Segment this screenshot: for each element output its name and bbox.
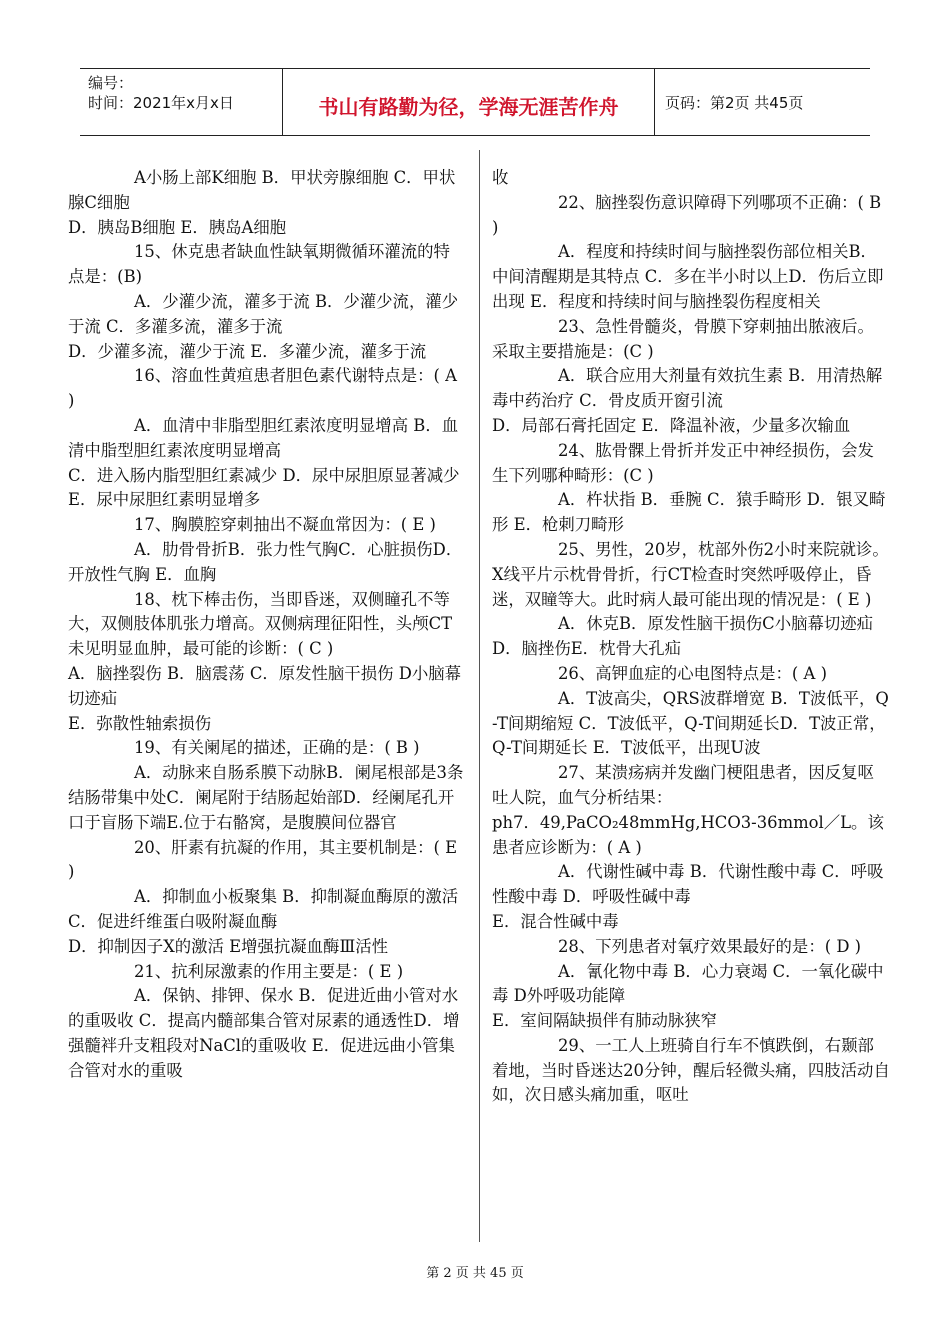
text-paragraph: 23、急性骨髓炎，骨膜下穿刺抽出脓液后。采取主要措施是：(C ) xyxy=(492,316,874,361)
text-paragraph: A．动脉来自肠系膜下动脉B．阑尾根部是3条结肠带集中处C．阑尾附于结肠起始部D．经阑尾孔开口于盲肠下端E.位于右骼窝，是腹膜间位器官 xyxy=(68,763,464,832)
text-paragraph: D．胰岛B细胞 E．胰岛A细胞 xyxy=(68,217,287,237)
text-paragraph: D．抑制因子X的激活 E增强抗凝血酶Ⅲ活性 xyxy=(68,936,389,956)
right-column xyxy=(492,166,890,1108)
text-paragraph: A．T波高尖，QRS波群增宽 B．T波低平，Q-T间期缩短 C．T波低平，Q-T间期延长D．T波正常，Q-T间期延长 E．T波低平，出现U波 xyxy=(492,688,889,758)
text-paragraph: 15、休克患者缺血性缺氧期微循环灌流的特点是：(B) xyxy=(68,242,450,287)
page-header xyxy=(80,68,870,136)
text-paragraph: E．弥散性轴索损伤 xyxy=(68,713,212,733)
header-meta xyxy=(80,69,283,135)
text-paragraph: A．休克B．原发性脑干损伤C小脑幕切迹疝D．脑挫伤E．枕骨大孔疝 xyxy=(492,614,874,659)
text-paragraph: D．少灌多流，灌少于流 E．多灌少流，灌多于流 xyxy=(68,341,427,361)
left-column xyxy=(68,166,466,1083)
text-paragraph: A．少灌少流，灌多于流 B．少灌少流，灌少于流 C．多灌多流，灌多于流 xyxy=(68,291,459,336)
text-paragraph: 24、肱骨髁上骨折并发正中神经损伤，会发生下列哪种畸形：(C ) xyxy=(492,440,874,485)
text-paragraph: 27、某溃疡病并发幽门梗阻患者，因反复呕吐人院，血气分析结果： xyxy=(492,763,874,807)
text-paragraph: A小肠上部K细胞 B．甲状旁腺细胞 C．甲状腺C细胞 xyxy=(68,168,456,212)
text-paragraph: E．混合性碱中毒 xyxy=(492,911,619,931)
text-paragraph: 20、肝素有抗凝的作用，其主要机制是：( E ) xyxy=(68,837,458,882)
text-paragraph: D．局部石膏托固定 E．降温补液，少量多次输血 xyxy=(492,415,851,435)
text-paragraph: 25、男性，20岁，枕部外伤2小时来院就诊。X线平片示枕骨骨折，行CT检查时突然呼吸停止，昏迷，双瞳等大。此时病人最可能出现的情况是：( E ) xyxy=(492,539,889,609)
header-page: 页码：第2页 共45页 xyxy=(665,93,804,112)
text-paragraph: A．氰化物中毒 B．心力衰竭 C．一氧化碳中毒 D外呼吸功能障 xyxy=(492,961,884,1006)
text-paragraph: A．脑挫裂伤 B．脑震荡 C．原发性脑干损伤 D小脑幕切迹疝 xyxy=(68,663,462,708)
text-paragraph: A．血清中非脂型胆红素浓度明显增高 B．血清中脂型胆红素浓度明显增高 xyxy=(68,415,459,460)
text-paragraph: C．进入肠内脂型胆红素减少 D．尿中尿胆原显著减少 E．尿中尿胆红素明显增多 xyxy=(68,465,460,510)
text-paragraph: A．保钠、排钾、保水 B．促进近曲小管对水的重吸收 C．提高内髓部集合管对尿素的通透性D．增强髓袢升支粗段对NaCl的重吸收 E．促进远曲小管集合管对水的重吸 xyxy=(68,986,460,1080)
page-footer: 第 2 页 共 45 页 xyxy=(426,1266,524,1281)
text-paragraph: A．杵状指 B．垂腕 C．猿手畸形 D．银叉畸形 E．枪刺刀畸形 xyxy=(492,490,886,535)
text-paragraph: 29、一工人上班骑自行车不慎跌倒，右颞部着地，当时昏迷达20分钟，醒后轻微头痛，四肢活动自如，次日感头痛加重，呕吐 xyxy=(492,1035,890,1105)
text-paragraph: A．程度和持续时间与脑挫裂伤部位相关B．中间清醒期是其特点 C．多在半小时以上D．伤后立即出现 E．程度和持续时间与脑挫裂伤程度相关 xyxy=(492,242,884,311)
text-paragraph: 17、胸膜腔穿刺抽出不凝血常因为：( E ) xyxy=(134,515,436,535)
text-paragraph: A．抑制血小板聚集 B．抑制凝血酶原的激活 C．促进纤维蛋白吸附凝血酶 xyxy=(68,887,459,931)
text-paragraph: A．代谢性碱中毒 B．代谢性酸中毒 C．呼吸性酸中毒 D．呼吸性碱中毒 xyxy=(492,862,884,907)
text-paragraph: 22、脑挫裂伤意识障碍下列哪项不正确：( B ) xyxy=(492,192,882,237)
text-paragraph: 19、有关阑尾的描述，正确的是：( B ) xyxy=(134,738,420,758)
text-paragraph: 21、抗利尿激素的作用主要是：( E ) xyxy=(134,961,404,981)
column-divider xyxy=(479,150,480,1242)
text-paragraph: 18、枕下棒击伤，当即昏迷，双侧瞳孔不等大，双侧肢体肌张力增高。双侧病理征阳性，头颅CT未见明显血肿，最可能的诊断：( C ) xyxy=(68,589,453,659)
header-motto: 书山有路勤为径，学海无涯苦作舟 xyxy=(283,69,655,135)
text-paragraph: 收 xyxy=(492,168,509,187)
text-paragraph: 26、高钾血症的心电图特点是：( A ) xyxy=(558,663,827,683)
header-date: 时间：2021年x月x日 xyxy=(88,94,234,112)
text-paragraph: 28、下列患者对氧疗效果最好的是：( D ) xyxy=(558,936,862,956)
text-paragraph: A．联合应用大剂量有效抗生素 B．用清热解毒中药治疗 C．骨皮质开窗引流 xyxy=(492,366,883,411)
text-paragraph: A．肋骨骨折B．张力性气胸C．心脏损伤D．开放性气胸 E．血胸 xyxy=(68,539,463,584)
text-paragraph: ph7．49,PaCO₂48mmHg,HCO3-36mmol／L。该患者应诊断为：( A ) xyxy=(492,812,884,857)
header-number: 编号： xyxy=(88,74,134,92)
text-paragraph: 16、溶血性黄疸患者胆色素代谢特点是：( A ) xyxy=(68,366,457,411)
text-paragraph: E．室间隔缺损伴有肺动脉狭窄 xyxy=(492,1011,718,1031)
